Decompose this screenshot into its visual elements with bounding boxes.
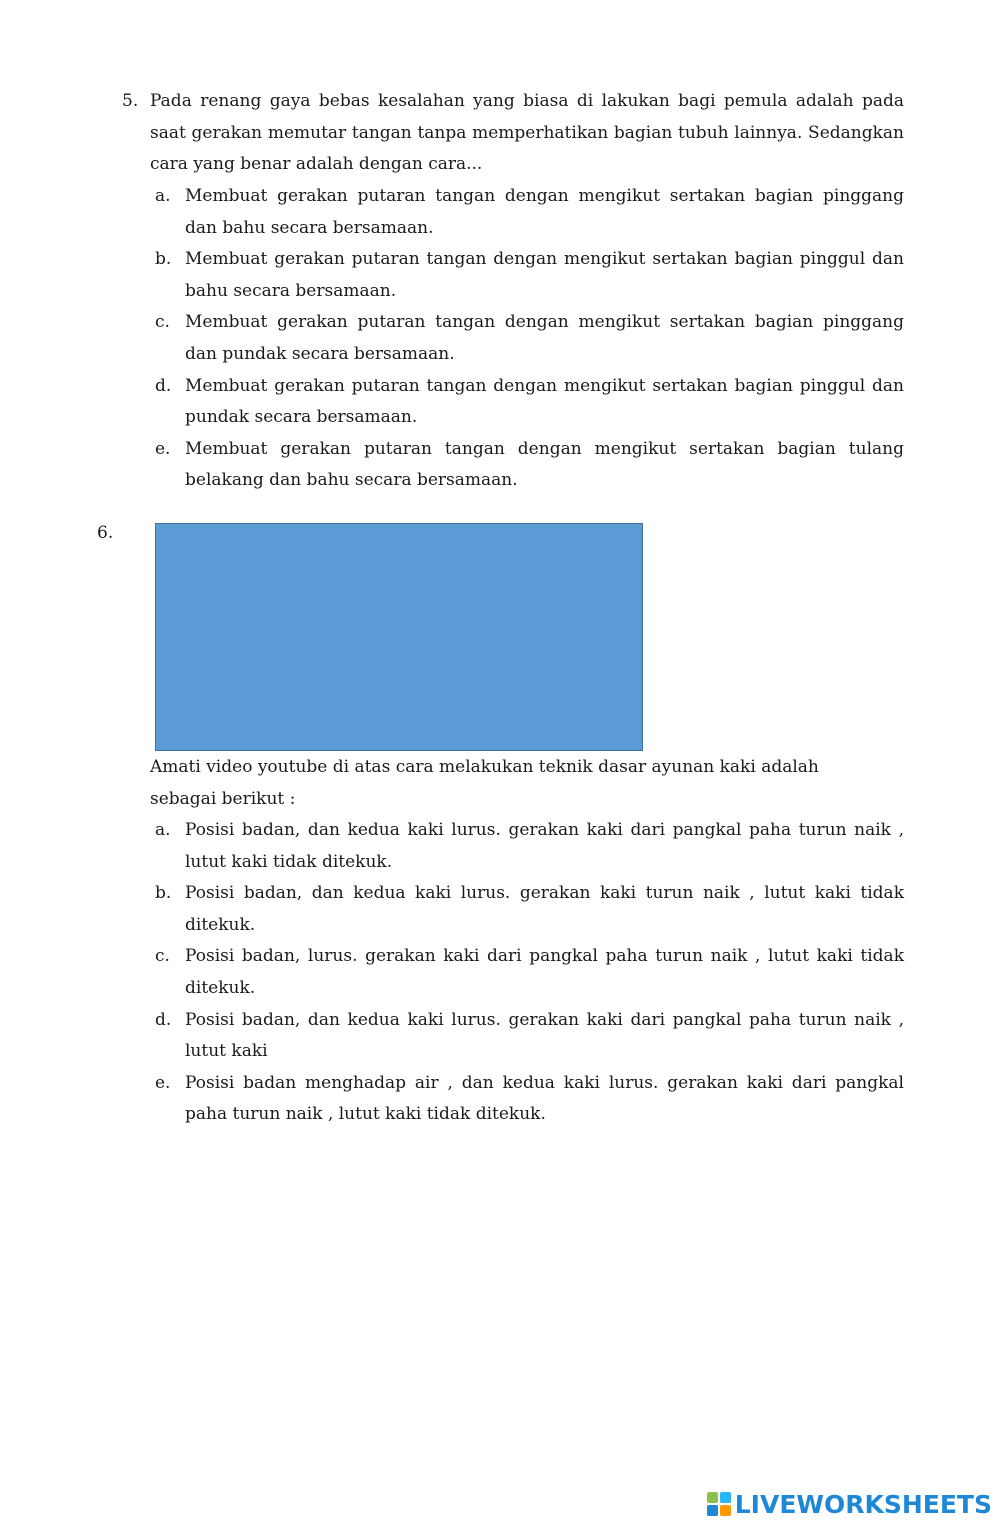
option-letter: c. <box>155 946 170 967</box>
logo-square-4 <box>720 1505 731 1516</box>
option-letter: d. <box>155 375 172 396</box>
question-stem: Amati video youtube di atas cara melakukan teknik dasar ayunan kaki adalah sebagai berikut : <box>150 757 819 809</box>
option-letter: e. <box>155 438 171 459</box>
question-number: 6. <box>97 523 114 543</box>
liveworksheets-logo-icon <box>707 1492 731 1516</box>
option-text: Posisi badan, dan kedua kaki lurus. gerakan kaki dari pangkal paha turun naik , lutut kaki <box>185 1009 904 1062</box>
option-letter: d. <box>155 1009 172 1030</box>
option-d[interactable] <box>150 1005 904 1068</box>
option-e[interactable] <box>150 1068 904 1131</box>
option-d[interactable] <box>150 371 904 434</box>
option-text: Membuat gerakan putaran tangan dengan mengikut sertakan bagian pinggul dan pundak secara bersamaan. <box>185 375 904 428</box>
option-c[interactable] <box>150 307 904 370</box>
answer-options <box>150 181 904 497</box>
answer-options <box>150 815 904 1131</box>
option-text: Posisi badan, dan kedua kaki lurus. gerakan kaki turun naik , lutut kaki tidak ditekuk. <box>185 883 904 935</box>
option-b[interactable] <box>150 878 904 941</box>
option-c[interactable] <box>150 941 904 1004</box>
option-letter: a. <box>155 186 171 206</box>
option-text: Membuat gerakan putaran tangan dengan mengikut sertakan bagian tulang belakang dan bahu secara bersamaan. <box>185 438 904 491</box>
option-text: Membuat gerakan putaran tangan dengan mengikut sertakan bagian pinggang dan bahu secara bersamaan. <box>185 186 904 238</box>
logo-square-1 <box>707 1492 718 1503</box>
option-a[interactable] <box>150 181 904 244</box>
option-b[interactable] <box>150 244 904 307</box>
option-text: Posisi badan, lurus. gerakan kaki dari pangkal paha turun naik , lutut kaki tidak ditekuk. <box>185 946 904 998</box>
logo-square-2 <box>720 1492 731 1503</box>
youtube-video-placeholder[interactable] <box>155 523 643 751</box>
option-letter: b. <box>155 883 172 904</box>
option-letter: a. <box>155 820 171 840</box>
liveworksheets-logo <box>707 1489 992 1519</box>
liveworksheets-wordmark: LIVEWORKSHEETS <box>734 1489 992 1519</box>
option-letter: e. <box>155 1072 171 1093</box>
logo-square-3 <box>707 1505 718 1516</box>
option-e[interactable] <box>150 434 904 497</box>
option-text: Posisi badan, dan kedua kaki lurus. gerakan kaki dari pangkal paha turun naik , lutut kaki tidak ditekuk. <box>185 820 904 872</box>
option-text: Membuat gerakan putaran tangan dengan mengikut sertakan bagian pinggul dan bahu secara bersamaan. <box>185 249 904 301</box>
option-a[interactable] <box>150 815 904 878</box>
option-letter: c. <box>155 312 170 333</box>
question-stem: Pada renang gaya bebas kesalahan yang biasa di lakukan bagi pemula adalah pada saat gerakan memutar tangan tanpa memperhatikan bagian tubuh lainnya. Sedangkan cara yang benar adalah dengan cara... <box>150 91 904 175</box>
option-letter: b. <box>155 249 172 270</box>
option-text: Membuat gerakan putaran tangan dengan mengikut sertakan bagian pinggang dan pundak secara bersamaan. <box>185 312 904 364</box>
question-number: 5. <box>122 91 139 111</box>
option-text: Posisi badan menghadap air , dan kedua kaki lurus. gerakan kaki dari pangkal paha turun naik , lutut kaki tidak ditekuk. <box>185 1072 904 1125</box>
